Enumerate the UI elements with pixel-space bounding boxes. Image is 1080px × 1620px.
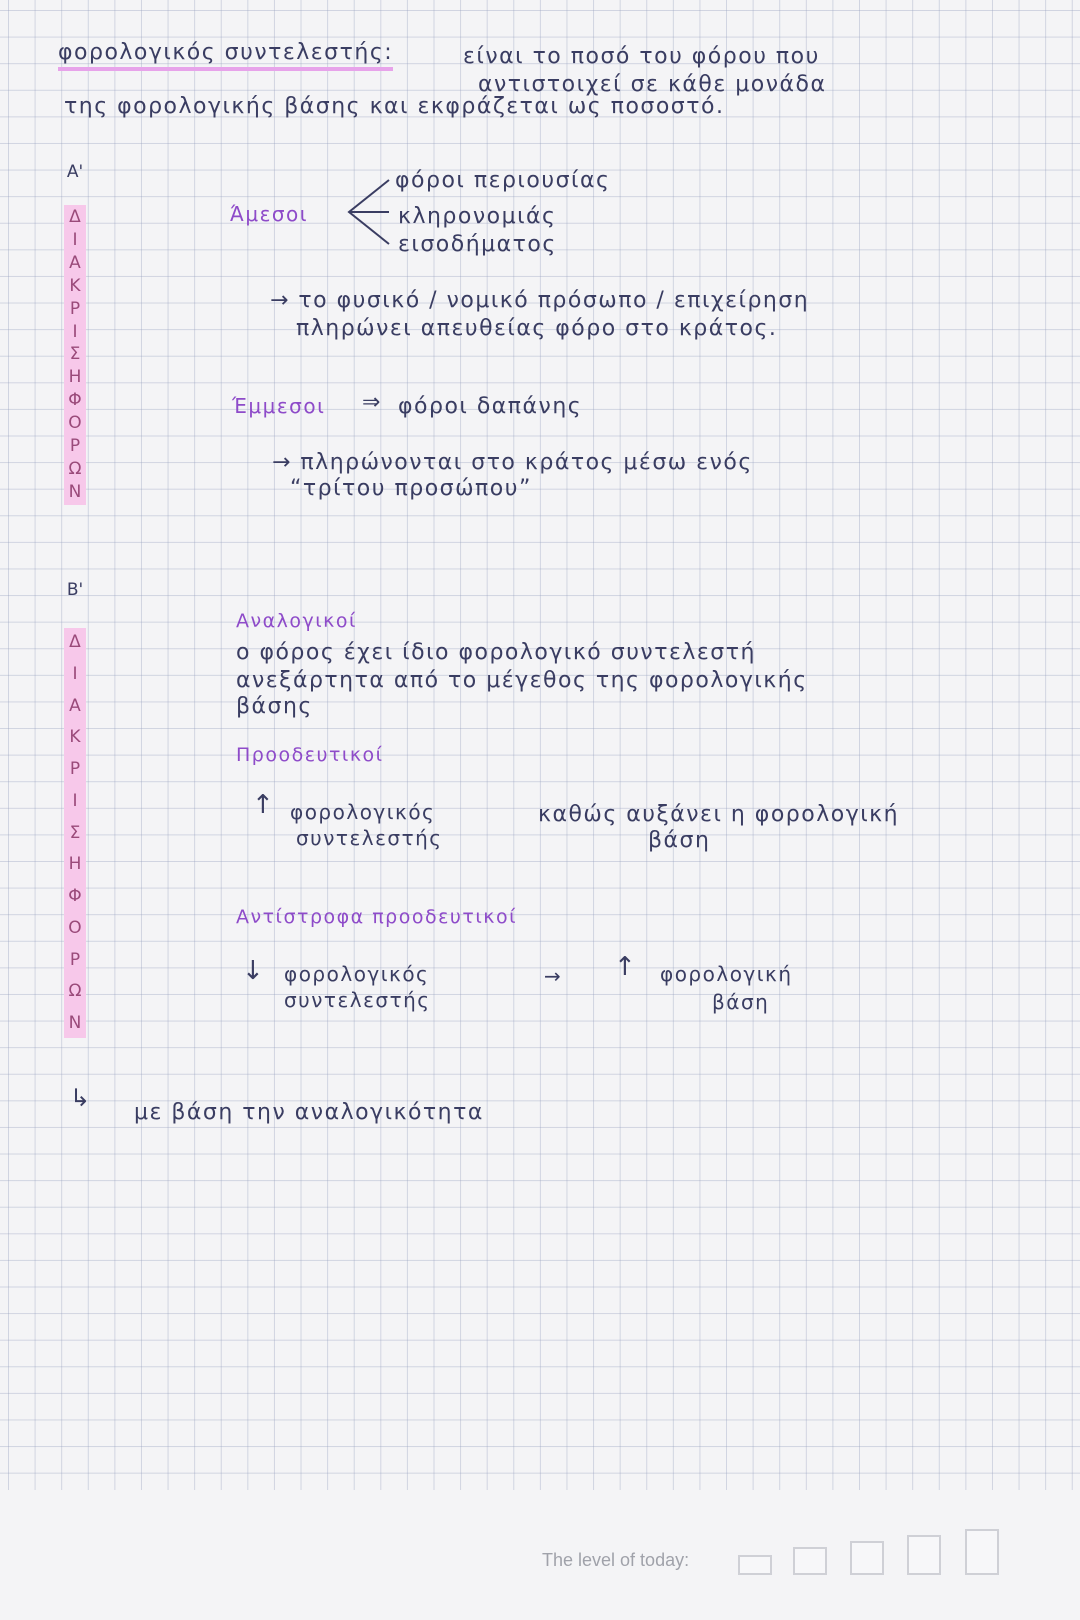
- side-letter: Ο: [68, 917, 82, 938]
- level-box-4[interactable]: [907, 1535, 941, 1575]
- side-letter: Α: [69, 252, 81, 273]
- side-letter: Κ: [69, 727, 81, 748]
- progressive-right-1: καθώς αυξάνει η φορολογική: [538, 802, 900, 827]
- side-letter: Η: [68, 367, 82, 388]
- section-a-mark: A': [66, 162, 84, 182]
- section-b-mark: B': [66, 580, 84, 600]
- side-letter: Δ: [69, 632, 81, 652]
- level-box-2[interactable]: [793, 1547, 827, 1575]
- side-letter: Ρ: [69, 436, 81, 457]
- proportional-text-1: ο φόρος έχει ίδιο φορολογικό συντελεστή: [236, 640, 756, 665]
- side-letter: Ι: [72, 229, 78, 250]
- up-arrow-icon: ↑: [252, 790, 274, 820]
- proportional-text-3: βάσης: [236, 694, 313, 719]
- side-letter: Α: [69, 695, 81, 716]
- up-arrow-icon: ↑: [614, 952, 636, 982]
- direct-branch-arrow: [345, 172, 393, 250]
- section-a-side-label: [64, 205, 86, 505]
- side-letter: Δ: [69, 207, 81, 227]
- progressive-title: Προοδευτικοί: [236, 744, 384, 766]
- definition-line-2: αντιστοιχεί σε κάθε μονάδα: [478, 72, 827, 97]
- regressive-title: Αντίστροφα προοδευτικοί: [236, 906, 517, 928]
- side-letter: Ρ: [69, 298, 81, 319]
- side-letter: Σ: [69, 822, 81, 843]
- side-letter: Ο: [68, 413, 82, 434]
- indirect-arrow: ⇒: [362, 390, 382, 415]
- side-letter: Ω: [68, 458, 82, 479]
- level-box-1[interactable]: [738, 1555, 772, 1575]
- side-letter: Σ: [69, 344, 81, 365]
- down-arrow-icon: ↓: [242, 956, 264, 986]
- side-letter: Ι: [72, 663, 78, 684]
- side-letter: Ν: [68, 1013, 82, 1033]
- section-b-side-label: [64, 628, 86, 1038]
- definition-term: φορολογικός συντελεστής:: [58, 40, 393, 71]
- direct-branch-2: κληρονομιάς: [398, 204, 557, 229]
- progressive-left-2: συντελεστής: [296, 826, 443, 850]
- definition-line-1: είναι το ποσό του φόρου που: [463, 44, 820, 69]
- side-letter: Φ: [68, 886, 82, 906]
- indirect-note-2: “τρίτου προσώπου”: [290, 476, 532, 501]
- indirect-value: φόροι δαπάνης: [398, 394, 583, 419]
- bottom-note: με βάση την αναλογικότητα: [134, 1100, 484, 1125]
- direct-note-1: → το φυσικό / νομικό πρόσωπο / επιχείρηση: [270, 288, 810, 313]
- regressive-left-1: φορολογικός: [284, 962, 430, 986]
- proportional-text-2: ανεξάρτητα από το μέγεθος της φορολογικής: [236, 668, 808, 693]
- indirect-note-1: → πληρώνονται στο κράτος μέσω ενός: [272, 450, 753, 475]
- proportional-title: Αναλογικοί: [236, 610, 357, 632]
- progressive-left-1: φορολογικός: [290, 800, 436, 824]
- side-letter: Κ: [69, 275, 81, 296]
- regressive-right-2: βάση: [712, 990, 770, 1014]
- direct-note-2: πληρώνει απευθείας φόρο στο κράτος.: [296, 316, 778, 341]
- level-of-today-label: The level of today:: [542, 1550, 690, 1570]
- side-letter: Ρ: [69, 949, 81, 970]
- direct-taxes-label: Άμεσοι: [230, 202, 309, 226]
- definition-line-3: της φορολογικής βάσης και εκφράζεται ως ποσοστό.: [64, 94, 725, 119]
- regressive-left-2: συντελεστής: [284, 988, 431, 1012]
- side-letter: Ω: [68, 981, 82, 1002]
- curved-arrow-icon: ↳: [70, 1084, 91, 1112]
- level-box-5[interactable]: [965, 1529, 999, 1575]
- right-arrow-icon: →: [544, 964, 561, 988]
- regressive-right-1: φορολογική: [660, 962, 793, 986]
- progressive-right-2: βάση: [648, 828, 711, 853]
- direct-branch-3: εισοδήματος: [398, 232, 557, 257]
- side-letter: Η: [68, 854, 82, 875]
- indirect-taxes-label: Έμμεσοι: [232, 394, 326, 418]
- side-letter: Ρ: [69, 759, 81, 779]
- side-letter: Ι: [72, 790, 78, 811]
- level-box-3[interactable]: [850, 1541, 884, 1575]
- side-letter: Φ: [68, 390, 82, 411]
- direct-branch-1: φόροι περιουσίας: [395, 168, 611, 193]
- side-letter: Ν: [68, 481, 82, 502]
- side-letter: Ι: [72, 321, 78, 342]
